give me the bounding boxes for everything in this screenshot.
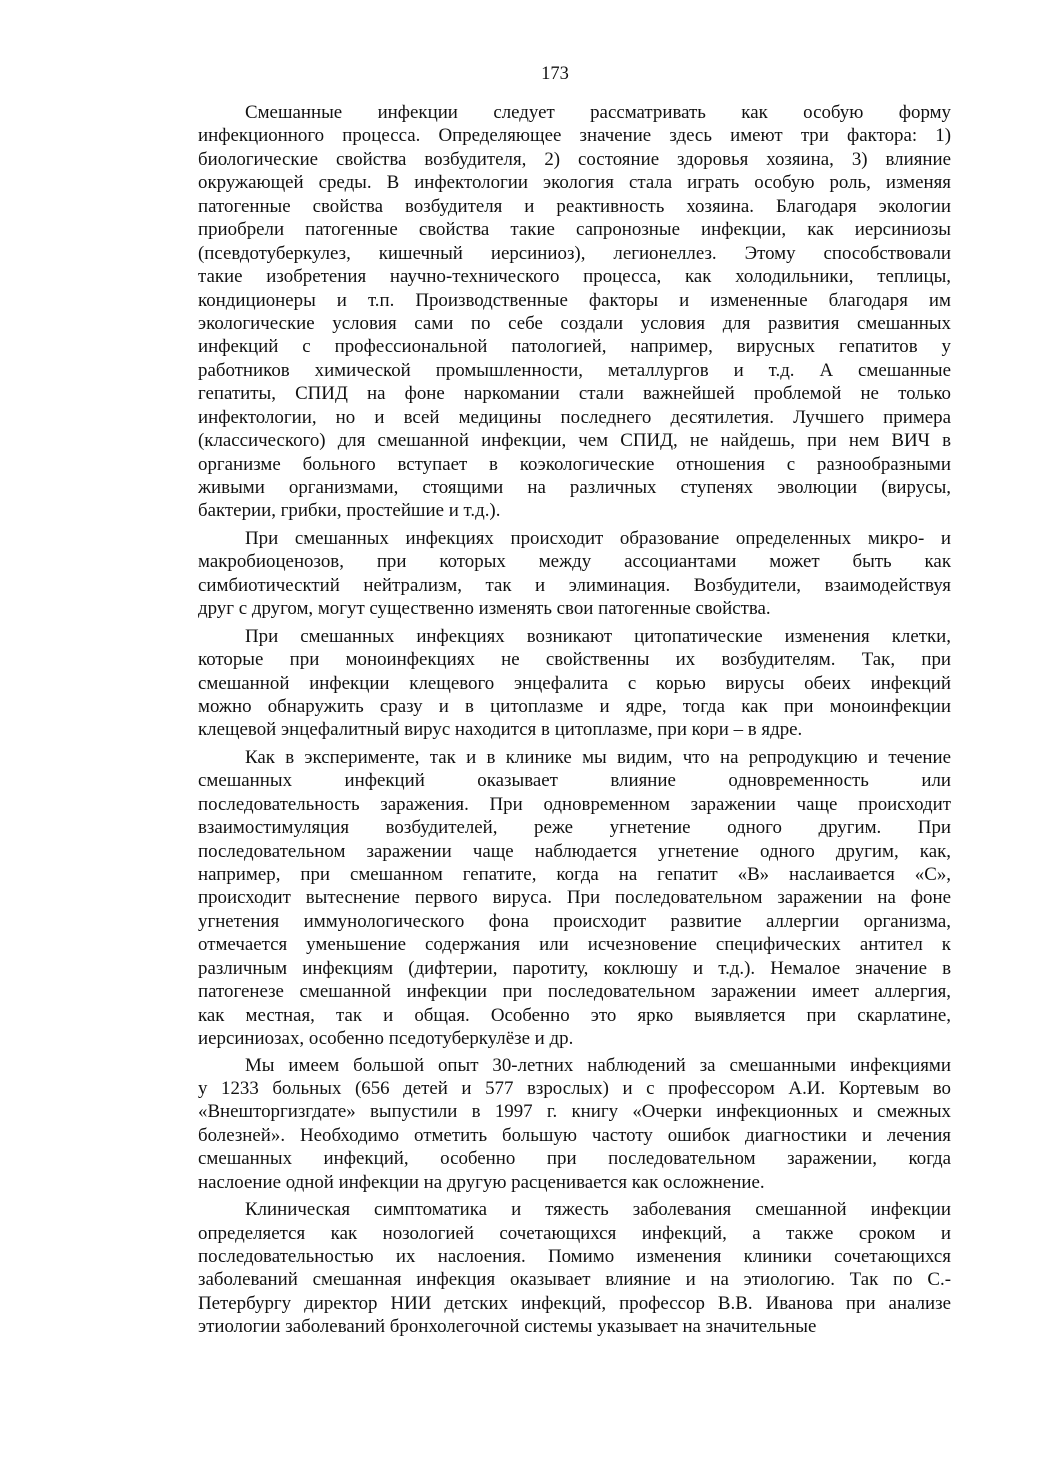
text-line: друг с другом, могут существенно изменять свои патогенные свойства.	[198, 598, 771, 620]
text-body	[198, 101, 951, 1339]
text-line: работников химической промышленности, металлургов и т.д. А смешанные	[198, 359, 951, 381]
text-line: окружающей среды. В инфектологии экология стала играть особую роль, изменяя	[198, 172, 951, 194]
text-line: у 1233 больных (656 детей и 577 взрослых) и с профессором А.И. Кортевым во	[198, 1077, 951, 1099]
text-line: как местная, так и общая. Особенно это ярко выявляется при скарлатине,	[198, 1004, 951, 1026]
page-number: 173	[541, 64, 569, 84]
paragraph	[198, 625, 951, 742]
text-line: угнетения иммунологического фона происходит развитие аллергии организма,	[198, 910, 951, 932]
text-line: При смешанных инфекциях возникают цитопатические изменения клетки,	[245, 625, 951, 647]
text-line: живыми организмами, стоящими на различных ступенях эволюции (вирусы,	[198, 477, 951, 498]
text-line: болезней». Необходимо отметить большую частоту ошибок диагностики и лечения	[198, 1124, 951, 1146]
text-line: различным инфекциям (дифтерии, паротиту, коклюшу и т.д.). Немалое значение в	[198, 957, 951, 979]
text-line: гепатиты, СПИД на фоне наркомании стали важнейшей проблемой не только	[198, 383, 951, 405]
text-line: наслоение одной инфекции на другую расценивается как осложнение.	[198, 1171, 765, 1193]
text-line: инфекционного процесса. Определяющее значение здесь имеют три фактора: 1)	[198, 125, 951, 147]
text-line: Клиническая симптоматика и тяжесть заболевания смешанной инфекции	[245, 1199, 951, 1221]
text-line: Петербургу директор НИИ детских инфекций, профессор В.В. Иванова при анализе	[198, 1292, 951, 1314]
text-line: такие изобретения научно-технического процесса, как холодильники, теплицы,	[198, 266, 951, 288]
text-line: бактерии, грибки, простейшие и т.д.).	[198, 500, 501, 522]
text-line: последовательностью их наслоения. Помимо изменения клиники сочетающихся	[198, 1246, 951, 1267]
paragraph	[198, 1054, 951, 1195]
text-line: последовательном заражении чаще наблюдается угнетение одного другим, как,	[198, 840, 951, 862]
text-line: смешанных инфекций, особенно при последовательном заражении, когда	[198, 1148, 951, 1170]
text-line: клещевой энцефалитный вирус находится в цитоплазме, при кори – в ядре.	[198, 719, 803, 741]
text-line: патогенезе смешанной инфекции при последовательном заражении имеет аллергия,	[198, 981, 951, 1003]
text-line: Мы имеем большой опыт 30-летних наблюдений за смешанными инфекциями	[245, 1054, 951, 1076]
text-line: макробиоценозов, при которых между ассоциантами может быть как	[198, 551, 951, 573]
text-line: кондиционеры и т.п. Производственные факторы и измененные благодаря им	[198, 289, 951, 311]
text-line: симбиотическтий нейтрализм, так и элиминация. Возбудители, взаимодействуя	[198, 574, 951, 596]
text-line: (классического) для смешанной инфекции, чем СПИД, не найдешь, при нем ВИЧ в	[198, 430, 951, 452]
text-line: Смешанные инфекции следует рассматривать как особую форму	[245, 102, 951, 123]
text-line: приобрели патогенные свойства такие сапронозные инфекции, как иерсиниозы	[198, 219, 951, 241]
text-line: инфектологии, но и всей медицины последнего десятилетия. Лучшего примера	[198, 406, 951, 428]
text-line: происходит вытеснение первого вируса. При последовательном заражении на фоне	[198, 887, 951, 909]
text-line: (псевдотуберкулез, кишечный иерсиниоз), легионеллез. Этому способствовали	[198, 242, 951, 264]
text-line: смешанных инфекций оказывает влияние одновременность или	[198, 770, 951, 792]
text-line: «Внешторгизгдате» выпустили в 1997 г. книгу «Очерки инфекционных и смежных	[198, 1101, 951, 1123]
text-line: этиологии заболеваний бронхолегочной системы указывает на значительные	[198, 1316, 817, 1338]
paragraph	[198, 1198, 951, 1339]
text-line: заболеваний смешанная инфекция оказывает влияние и на этиологию. Так по С.-	[198, 1269, 951, 1291]
text-line: патогенные свойства возбудителя и реактивность хозяина. Благодаря экологии	[198, 195, 951, 217]
text-line: инфекций с профессиональной патологией, например, вирусных гепатитов у	[198, 336, 951, 358]
text-line: взаимостимуляция возбудителей, реже угнетение одного другим. При	[198, 817, 951, 839]
text-line: экологические условия сами по себе создали условия для развития смешанных	[198, 312, 951, 334]
paragraph	[198, 746, 951, 1051]
text-line: определяется как нозологией сочетающихся инфекций, а также сроком и	[198, 1222, 951, 1244]
text-line: организме больного вступает в коэкологические отношения с разнообразными	[198, 453, 951, 475]
text-line: можно обнаружить сразу и в цитоплазме и ядре, тогда как при моноинфекции	[198, 695, 951, 717]
paragraph	[198, 527, 951, 621]
text-line: которые при моноинфекциях не свойственны их возбудителям. Так, при	[198, 649, 951, 671]
text-line: биологические свойства возбудителя, 2) состояние здоровья хозяина, 3) влияние	[198, 148, 951, 170]
text-line: смешанной инфекции клещевого энцефалита с корью вирусы обеих инфекций	[198, 672, 951, 694]
text-line: отмечается уменьшение содержания или исчезновение специфических антител к	[198, 934, 951, 956]
text-line: последовательность заражения. При одновременном заражении чаще происходит	[198, 793, 951, 815]
text-line: например, при смешанном гепатите, когда на гепатит «В» наслаивается «С»,	[198, 864, 951, 885]
text-line: иерсиниозах, особенно пседотуберкулёзе и др.	[198, 1028, 574, 1050]
paragraph	[198, 101, 951, 523]
text-line: Как в эксперименте, так и в клинике мы видим, что на репродукцию и течение	[245, 746, 951, 768]
text-line: При смешанных инфекциях происходит образование определенных микро- и	[245, 527, 951, 549]
